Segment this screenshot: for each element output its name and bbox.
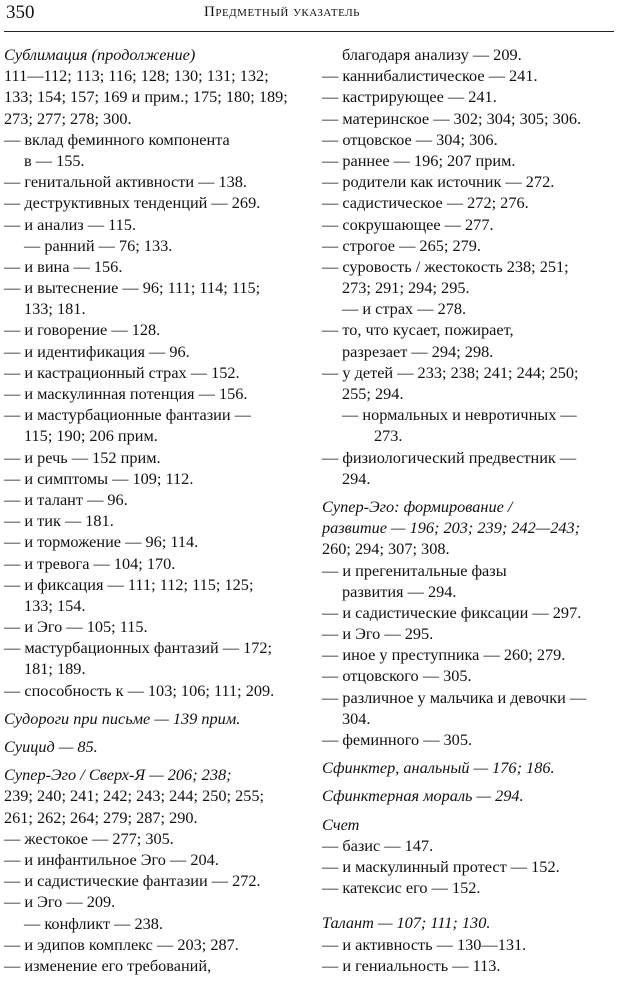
index-entry-line: — физиологический предвестник — (322, 447, 577, 467)
index-entry-line: — деструктивных тенденций — 269. (4, 193, 261, 213)
index-entry-line: — родители как источник — 272. (322, 172, 555, 192)
index-entry-line: — и инфантильное Эго — 204. (4, 849, 219, 869)
index-column-left (4, 44, 309, 976)
index-entry-line: — и вытеснение — 96; 111; 114; 115; (4, 278, 261, 298)
index-entry-line: — и Эго — 295. (322, 624, 434, 644)
index-entry-line: 273; 277; 278; 300. (4, 108, 132, 128)
index-entry-line: — и тик — 181. (4, 511, 114, 531)
index-column-right (322, 44, 618, 976)
index-entry-line: — и торможение — 96; 114. (4, 532, 199, 552)
index-entry-line: — катексис его — 152. (322, 878, 481, 898)
index-heading-line: Супер-Эго / Сверх-Я — 206; 238; (4, 765, 232, 785)
index-entry-line: 133; 154; 157; 169 и прим.; 175; 180; 189; (4, 87, 288, 107)
index-entry-line: — и садистические фиксации — 297. (322, 602, 582, 622)
index-entry-line: — и тревога — 104; 170. (4, 553, 176, 573)
index-entry-line: 273; 291; 294; 295. (342, 278, 470, 298)
index-entry-line: — нормальных и невротичных — (342, 405, 577, 425)
index-heading-line: Сфинктер, анальный — 176; 186. (322, 758, 555, 778)
index-entry-line: — и кастрационный страх — 152. (4, 362, 240, 382)
index-entry-line: — и мастурбационные фантазии — (4, 405, 251, 425)
index-entry-line: 181; 189. (24, 659, 86, 679)
index-entry-line: — и идентификация — 96. (4, 341, 190, 361)
index-entry-line: 273. (374, 426, 403, 446)
index-entry-line: — и талант — 96. (4, 489, 128, 509)
index-entry-line: — суровость / жестокость 238; 251; (322, 256, 569, 276)
index-entry-line: 304. (342, 708, 371, 728)
index-entry-line: — и Эго — 105; 115. (4, 617, 148, 637)
index-entry-line: — изменение его требований, (4, 955, 212, 975)
index-entry-line: — то, что кусает, пожирает, (322, 320, 514, 340)
index-entry-line: 115; 190; 206 прим. (24, 426, 158, 446)
index-entry-line: 261; 262; 264; 279; 287; 290. (4, 807, 198, 827)
index-entry-line: 255; 294. (342, 384, 404, 403)
header-rule (4, 31, 614, 32)
index-heading-line: Сублимация (продолжение) (4, 45, 196, 64)
index-entry-line: — базис — 147. (322, 835, 434, 855)
index-entry-line: — и фиксация — 111; 112; 115; 125; (4, 574, 254, 594)
index-entry-line: — садистическое — 272; 276. (322, 193, 529, 213)
index-entry-line: — и анализ — 115. (4, 214, 137, 234)
index-entry-line: — и маскулинная потенция — 156. (4, 384, 248, 403)
index-entry-line: — иное у преступника — 260; 279. (322, 645, 566, 665)
index-entry-line: — отцовское — 304; 306. (322, 129, 498, 149)
index-entry-line: — и прегенитальные фазы (322, 560, 507, 580)
index-heading-line: Супер-Эго: формирование / (322, 496, 513, 516)
index-entry-line: — и Эго — 209. (4, 892, 116, 912)
index-entry-line: — строгое — 265; 279. (322, 235, 481, 255)
index-entry-line: — отцовского — 305. (322, 666, 472, 686)
index-heading-line: Сфинктерная мораль — 294. (322, 786, 524, 806)
index-heading-line: Талант — 107; 111; 130. (322, 913, 491, 933)
index-entry-line: — жестокое — 277; 305. (4, 828, 174, 848)
index-entry-line: в — 155. (24, 150, 85, 170)
index-entry-line: — сокрушающее — 277. (322, 214, 494, 234)
index-entry-line: — и вина — 156. (4, 256, 123, 276)
index-heading-line: развитие — 196; 203; 239; 242—243; (322, 518, 581, 538)
index-entry-line: — и эдипов комплекс — 203; 287. (4, 934, 239, 954)
index-entry-line: развития — 294. (342, 581, 457, 601)
index-entry-line: — способность к — 103; 106; 111; 209. (4, 680, 275, 700)
index-entry-line: — каннибалистическое — 241. (322, 66, 538, 86)
index-entry-line: — раннее — 196; 207 прим. (322, 150, 516, 170)
page-number: 350 (6, 2, 35, 23)
index-entry-line: — конфликт — 238. (24, 913, 163, 933)
page-header (4, 0, 614, 30)
index-entry-line: — у детей — 233; 238; 241; 244; 250; (322, 362, 579, 382)
index-entry-line: — и говорение — 128. (4, 320, 161, 340)
index-heading-line: Суицид — 85. (4, 737, 98, 756)
index-entry-line: — материнское — 302; 304; 305; 306. (322, 108, 582, 128)
index-entry-line: — и маскулинный протест — 152. (322, 856, 560, 876)
index-entry-line: — и страх — 278. (342, 299, 467, 319)
index-entry-line: — и садистические фантазии — 272. (4, 871, 261, 891)
index-entry-line: — и симптомы — 109; 112. (4, 468, 194, 488)
index-heading-line: Судороги при письме — 139 прим. (4, 708, 241, 728)
index-entry-line: 294. (342, 468, 371, 488)
index-entry-line: — генитальной активности — 138. (4, 172, 248, 192)
index-entry-line: 111—112; 113; 116; 128; 130; 131; 132; (4, 66, 269, 86)
index-entry-line: разрезает — 294; 298. (342, 341, 494, 361)
index-entry-line: 260; 294; 307; 308. (322, 539, 450, 559)
index-entry-line: — и речь — 152 прим. (4, 447, 161, 467)
index-entry-line: — ранний — 76; 133. (24, 235, 173, 255)
index-entry-line: — мастурбационных фантазий — 172; (4, 638, 273, 658)
index-entry-line: — кастрирующее — 241. (322, 87, 497, 107)
index-entry-line: — вклад феминного компонента (4, 129, 230, 149)
index-entry-line: — и гениальность — 113. (322, 955, 501, 975)
index-entry-line: 133; 154. (24, 595, 86, 615)
index-entry-line: — и активность — 130—131. (322, 934, 527, 954)
index-entry-line: 133; 181. (24, 299, 86, 319)
index-entry-line: 239; 240; 241; 242; 243; 244; 250; 255; (4, 786, 265, 806)
index-heading-line: Счет (322, 814, 360, 834)
index-entry-line: — различное у мальчика и девочки — (322, 687, 587, 707)
running-head: Предметный указатель (204, 4, 360, 20)
index-entry-line: благодаря анализу — 209. (342, 45, 522, 64)
index-entry-line: — феминного — 305. (322, 730, 473, 749)
